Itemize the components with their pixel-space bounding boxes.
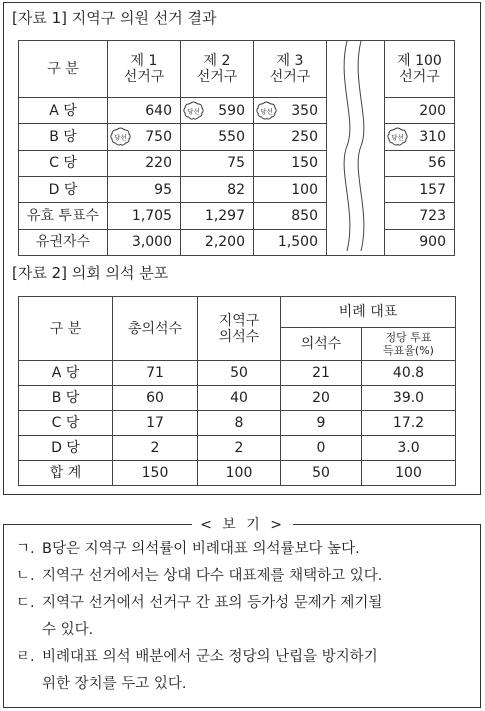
election-results-table <box>18 40 455 256</box>
item-text: 지역구 선거에서 선거구 간 표의 등가성 문제가 제기될 <box>42 595 383 611</box>
table-row <box>19 411 456 436</box>
table-row <box>19 361 456 386</box>
cell-value: 550 <box>181 124 254 150</box>
item-marker: ㄷ. <box>16 595 35 611</box>
cell-value: 56 <box>385 150 455 176</box>
elected-seal-icon <box>256 101 277 120</box>
bogi-item <box>16 563 476 590</box>
cell-value: 2 <box>113 436 198 461</box>
cell-value: 82 <box>181 176 254 202</box>
cell-value: 0 <box>281 436 362 461</box>
elected-seal-icon <box>110 127 131 146</box>
bogi-item <box>16 536 476 563</box>
svg-text:당선: 당선 <box>260 107 273 116</box>
item-marker: ㄴ. <box>16 568 35 584</box>
cell-value-elected: 당선 350 <box>254 97 327 123</box>
row-label: C 당 <box>19 411 113 436</box>
cell-value-elected: 당선 310 <box>385 124 455 150</box>
cell-value: 2,200 <box>181 229 254 255</box>
cell-value-elected: 당선 590 <box>181 97 254 123</box>
row-label: B 당 <box>19 386 113 411</box>
cell-value: 95 <box>108 176 181 202</box>
svg-text:당선: 당선 <box>114 133 127 142</box>
cell-value: 50 <box>281 461 362 486</box>
row-label: C 당 <box>19 150 108 176</box>
cell-value: 71 <box>113 361 198 386</box>
table-row <box>19 97 455 123</box>
seat-distribution-table <box>18 296 456 486</box>
omitted-columns-break <box>327 41 385 256</box>
cell-value: 200 <box>385 97 455 123</box>
header-district-100: 제 100 선거구 <box>385 41 455 98</box>
bogi-item <box>16 644 476 698</box>
elected-seal-icon <box>183 101 204 120</box>
cell-value: 150 <box>254 150 327 176</box>
row-label: D 당 <box>19 176 108 202</box>
table-row <box>19 436 456 461</box>
bogi-item <box>16 590 476 644</box>
cell-value: 220 <box>108 150 181 176</box>
cell-value: 39.0 <box>362 386 456 411</box>
cell-value: 17 <box>113 411 198 436</box>
row-label: D 당 <box>19 436 113 461</box>
row-label: B 당 <box>19 124 108 150</box>
elected-seal-icon <box>387 127 408 146</box>
header-party-vote-share: 정당 투표 득표율(%) <box>362 328 456 361</box>
cell-value: 850 <box>254 203 327 229</box>
cell-value: 640 <box>108 97 181 123</box>
table-row <box>19 203 455 229</box>
cell-value: 100 <box>198 461 281 486</box>
cell-value: 100 <box>362 461 456 486</box>
table2-title: [자료 2] 의회 의석 분포 <box>12 264 169 282</box>
table-row <box>19 124 455 150</box>
cell-value: 1,705 <box>108 203 181 229</box>
header-district-1: 제 1 선거구 <box>108 41 181 98</box>
cell-value: 2 <box>198 436 281 461</box>
table-header-row <box>19 41 455 98</box>
cell-value: 723 <box>385 203 455 229</box>
table1-title: [자료 1] 지역구 의원 선거 결과 <box>12 9 217 27</box>
cell-value: 150 <box>113 461 198 486</box>
cell-value: 157 <box>385 176 455 202</box>
cell-value: 3,000 <box>108 229 181 255</box>
cell-value: 3.0 <box>362 436 456 461</box>
cell-value: 1,297 <box>181 203 254 229</box>
cell-value: 100 <box>254 176 327 202</box>
table-row <box>19 176 455 202</box>
wavy-break-icon <box>327 41 384 251</box>
header-district-2: 제 2 선거구 <box>181 41 254 98</box>
table-row <box>19 386 456 411</box>
table-row <box>19 229 455 255</box>
bogi-title: < 보 기 > <box>0 514 485 534</box>
svg-text:당선: 당선 <box>391 133 404 142</box>
header-gubun: 구 분 <box>19 297 113 361</box>
item-marker: ㄱ. <box>16 541 35 557</box>
row-label: A 당 <box>19 361 113 386</box>
cell-value: 50 <box>198 361 281 386</box>
cell-value: 9 <box>281 411 362 436</box>
row-label: A 당 <box>19 97 108 123</box>
item-text: 지역구 선거에서는 상대 다수 대표제를 채택하고 있다. <box>42 568 383 584</box>
item-marker: ㄹ. <box>16 649 35 665</box>
header-pr-seats: 의석수 <box>281 328 362 361</box>
header-gubun: 구 분 <box>19 41 108 98</box>
header-proportional: 비례 대표 <box>281 297 456 328</box>
cell-value: 21 <box>281 361 362 386</box>
cell-value: 20 <box>281 386 362 411</box>
cell-value: 60 <box>113 386 198 411</box>
header-total-seats: 총의석수 <box>113 297 198 361</box>
item-text: B당은 지역구 의석률이 비례대표 의석률보다 높다. <box>42 541 360 557</box>
row-label: 합 계 <box>19 461 113 486</box>
item-text-continued: 위한 장치를 두고 있다. <box>42 676 187 692</box>
cell-value: 8 <box>198 411 281 436</box>
table-row <box>19 150 455 176</box>
table-total-row <box>19 461 456 486</box>
row-label: 유효 투표수 <box>19 203 108 229</box>
row-label: 유권자수 <box>19 229 108 255</box>
header-district-seats: 지역구 의석수 <box>198 297 281 361</box>
cell-value: 250 <box>254 124 327 150</box>
item-text-continued: 수 있다. <box>42 622 94 638</box>
cell-value-elected: 당선 750 <box>108 124 181 150</box>
cell-value: 900 <box>385 229 455 255</box>
cell-value: 75 <box>181 150 254 176</box>
table-header-row <box>19 297 456 328</box>
cell-value: 1,500 <box>254 229 327 255</box>
cell-value: 40 <box>198 386 281 411</box>
cell-value: 40.8 <box>362 361 456 386</box>
svg-text:당선: 당선 <box>187 107 200 116</box>
header-district-3: 제 3 선거구 <box>254 41 327 98</box>
cell-value: 17.2 <box>362 411 456 436</box>
item-text: 비례대표 의석 배분에서 군소 정당의 난립을 방지하기 <box>42 649 378 665</box>
